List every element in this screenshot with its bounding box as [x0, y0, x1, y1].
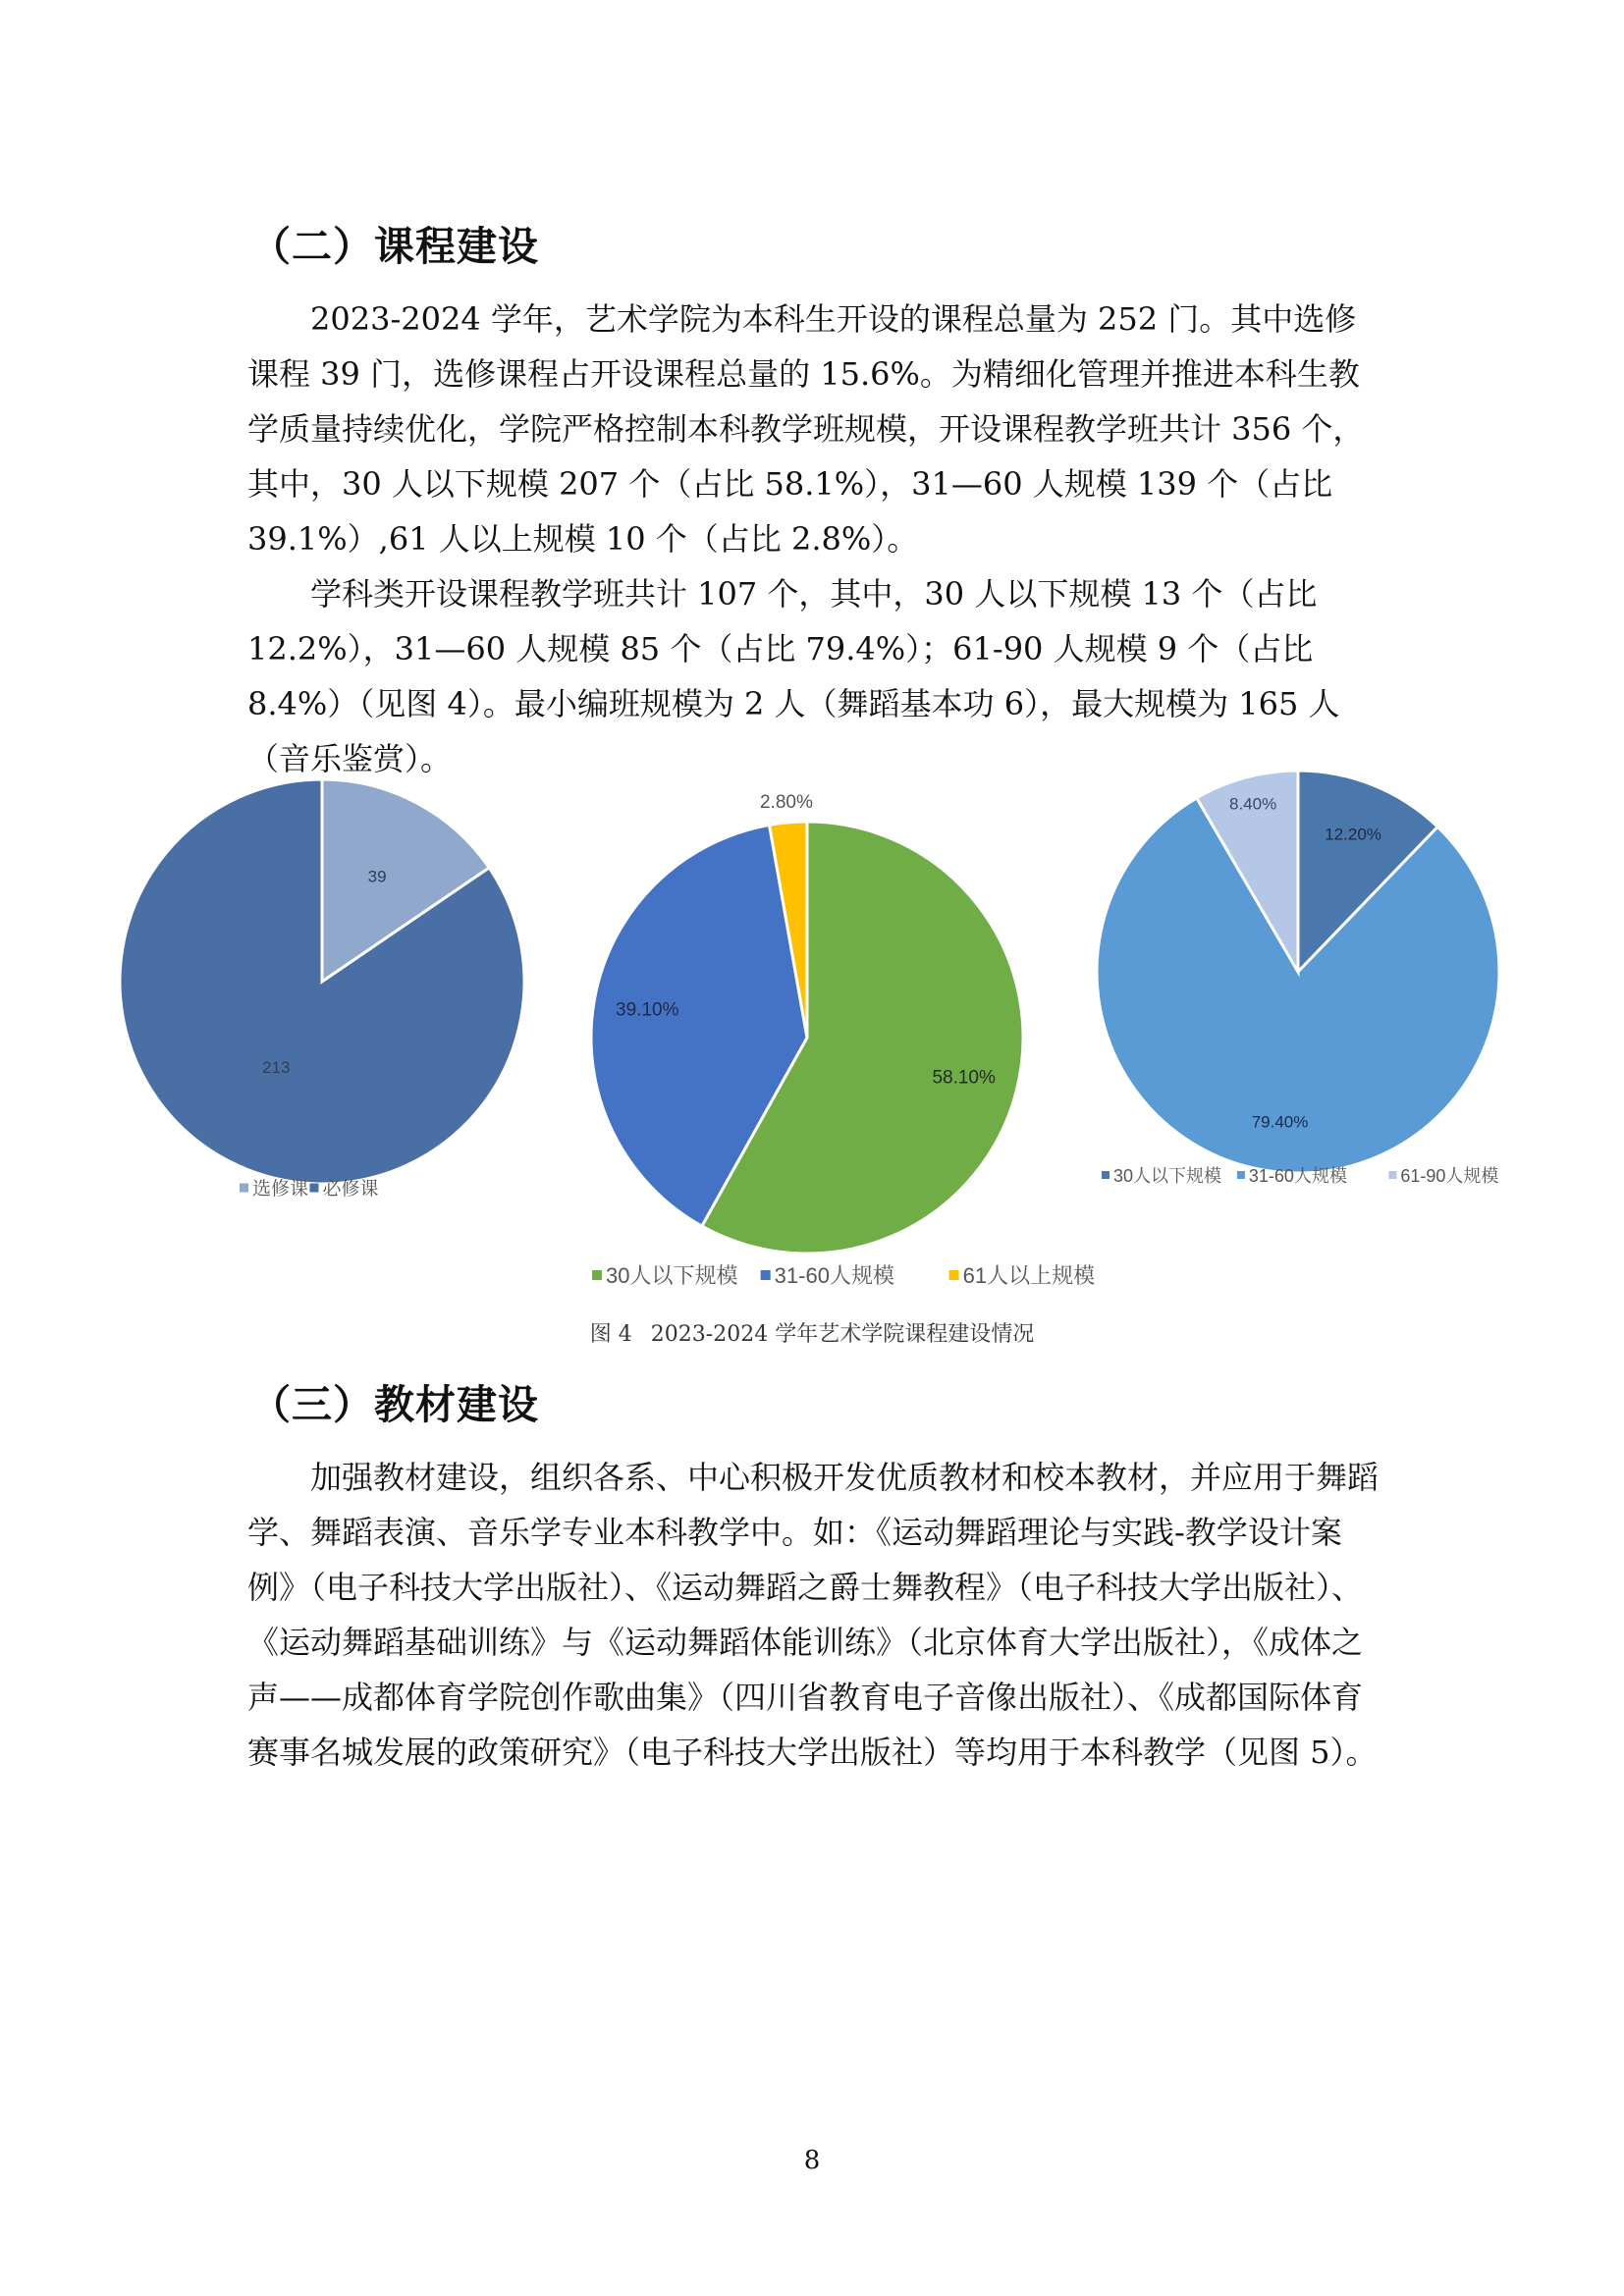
- legend-label: 30人以下规模: [1113, 1165, 1222, 1186]
- section-heading-course-construction: （二）课程建设: [250, 223, 539, 270]
- legend-swatch: [240, 1184, 248, 1193]
- legend-swatch: [1388, 1171, 1396, 1179]
- legend-swatch: [761, 1270, 771, 1280]
- figure-caption-text: 2023-2024 学年艺术学院课程建设情况: [650, 1322, 1035, 1347]
- data-label: 8.40%: [1228, 794, 1277, 814]
- paragraph-course-overview: [247, 292, 1386, 566]
- data-label: 79.40%: [1251, 1112, 1309, 1132]
- figure-caption: [0, 1317, 1624, 1348]
- legend-label: 选修课: [252, 1179, 309, 1201]
- legend-swatch: [592, 1270, 602, 1280]
- paragraph-text: 学科类开设课程教学班共计 107 个，其中，30 人以下规模 13 个（占比 12.2%），31—60 人规模 85 个（占比 79.4%）；61-90 人规模 9 个（占比 8.4%）（见图 4）。最小编班规模为 2 人（舞蹈基本功 6），最大规模为 165 人（音乐鉴赏）。: [247, 575, 1340, 777]
- legend-label: 31-60人规模: [1248, 1165, 1347, 1186]
- pie-chart-discipline-class-size: [1060, 766, 1551, 1198]
- legend-swatch: [1237, 1171, 1245, 1179]
- paragraph-discipline-classes: [247, 566, 1386, 786]
- page-number: 8: [803, 2146, 821, 2175]
- legend-swatch: [309, 1184, 318, 1193]
- legend-label: 61-90人规模: [1400, 1165, 1499, 1186]
- data-label: 39: [367, 867, 387, 886]
- legend-swatch: [949, 1270, 959, 1280]
- data-label: 58.10%: [932, 1067, 996, 1089]
- paragraph-textbooks: [247, 1450, 1386, 1780]
- section-heading-textbook-construction: （三）教材建设: [250, 1381, 539, 1428]
- data-label: 12.20%: [1325, 825, 1381, 844]
- legend-label: 必修课: [322, 1179, 379, 1201]
- paragraph-text: 2023-2024 学年，艺术学院为本科生开设的课程总量为 252 门。其中选修课程 39 门，选修课程占开设课程总量的 15.6%。为精细化管理并推进本科生教学质量持续优化，学院严格控制本科教学班规模，开设课程教学班共计 356 个，其中，30 人以下规模 207 个（占比 58.1%），31—60 人规模 139 个（占比 39.1%）,61 人以上规模 10 个（占比 2.8%）。: [247, 300, 1365, 558]
- figure-number: 图 4: [589, 1322, 632, 1347]
- data-label: 2.80%: [759, 791, 813, 813]
- legend-swatch: [1102, 1171, 1110, 1179]
- pie-chart-course-type: [108, 766, 560, 1217]
- pie-chart-svg: [555, 766, 1096, 1296]
- paragraph-text: 加强教材建设，组织各系、中心积极开发优质教材和校本教材，并应用于舞蹈学、舞蹈表演、音乐学专业本科教学中。如：《运动舞蹈理论与实践-教学设计案例》（电子科技大学出版社）、《运动舞蹈之爵士舞教程》（电子科技大学出版社）、《运动舞蹈基础训练》与《运动舞蹈体能训练》（北京体育大学出版社），《成体之声——成都体育学院创作歌曲集》（四川省教育电子音像出版社）、《成都国际体育赛事名城发展的政策研究》（电子科技大学出版社）等均用于本科教学（见图 5）。: [247, 1459, 1380, 1771]
- legend-label: 30人以下规模: [606, 1262, 738, 1288]
- data-label: 213: [262, 1057, 291, 1077]
- legend-label: 61人以上规模: [962, 1262, 1096, 1288]
- legend-label: 31-60人规模: [774, 1262, 894, 1288]
- pie-chart-class-size: [555, 766, 1096, 1296]
- pie-chart-svg: [1060, 766, 1551, 1198]
- pie-chart-svg: [108, 766, 560, 1217]
- data-label: 39.10%: [616, 999, 679, 1021]
